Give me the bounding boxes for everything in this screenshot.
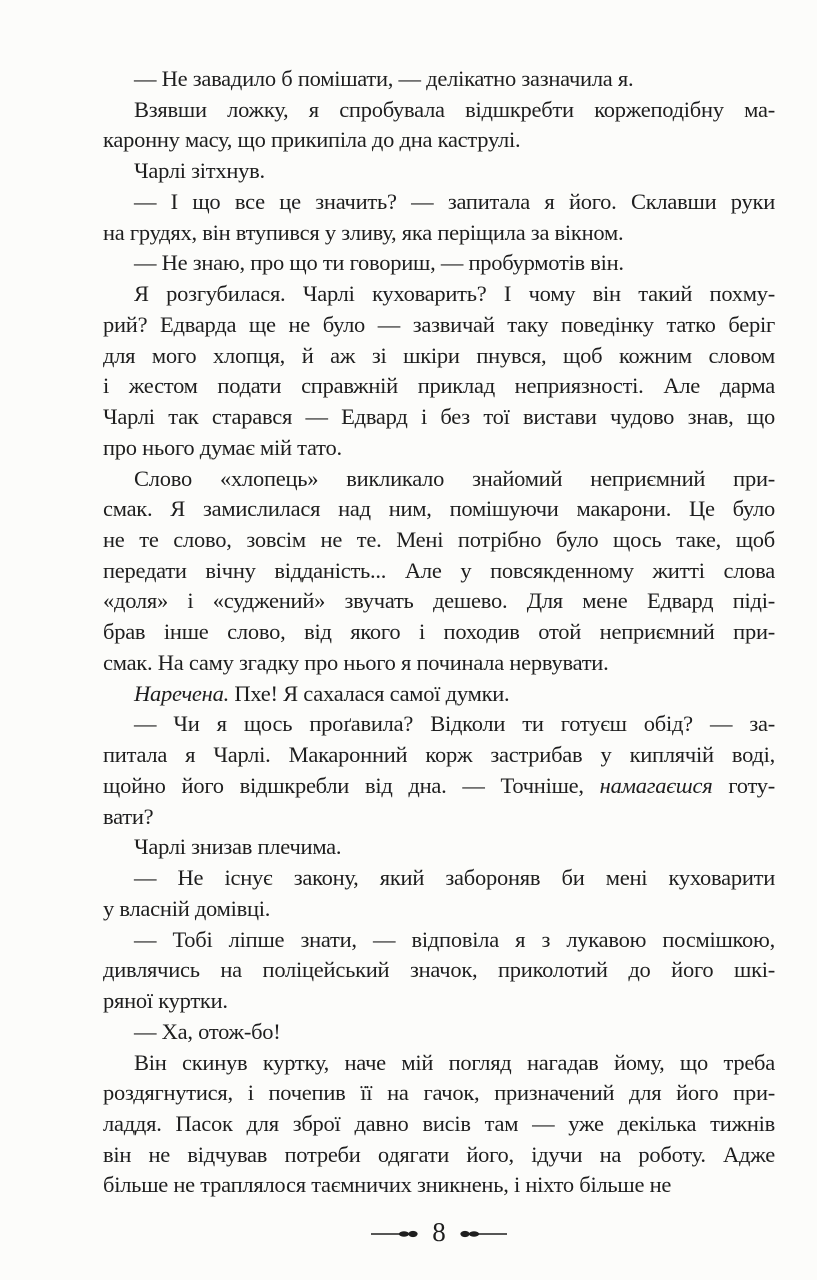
body-text: Чарлі знизав плечима. (134, 834, 342, 860)
body-text: смак. Я замислилася над ним, помішуючи макарони. Це було (103, 496, 775, 522)
body-text: Взявши ложку, я спробувала відшкребти коржеподібну ма- (134, 96, 775, 122)
body-text: він не відчував потреби одягати його, ідучи на роботу. Адже (103, 1141, 775, 1167)
paragraph (103, 187, 775, 248)
body-text: Він скинув куртку, наче мій погляд нагадав йому, що треба (134, 1049, 775, 1075)
body-text: — Тобі ліпше знати, — відповіла я з лукавою посмішкою, (134, 926, 775, 952)
text-line (103, 986, 775, 1017)
body-text: Чарлі так старався — Едвард і без тої вистави чудово знав, що (103, 404, 775, 430)
paragraph (103, 832, 775, 863)
paragraph (103, 1017, 775, 1048)
paragraph (103, 925, 775, 1017)
body-text: Слово «хлопець» викликало знайомий неприємний при- (134, 465, 775, 491)
paragraph (103, 279, 775, 463)
text-line (103, 648, 775, 679)
text-line (103, 310, 775, 341)
body-text: каронну масу, що прикипіла до дна каструлі. (103, 127, 521, 153)
text-line (103, 556, 775, 587)
body-text: про нього думає мій тато. (103, 434, 342, 460)
body-text: для мого хлопця, й аж зі шкіри пнувся, щоб кожним словом (103, 342, 775, 368)
page-footer (103, 1214, 775, 1254)
paragraph (103, 248, 775, 279)
text-line (103, 494, 775, 525)
body-text: і жестом подати справжній приклад неприязності. Але дарма (103, 373, 775, 399)
text-line (103, 617, 775, 648)
text-line (103, 679, 775, 710)
paragraph (103, 679, 775, 710)
text-line (103, 709, 775, 740)
text-line (103, 771, 775, 802)
text-line (103, 1109, 775, 1140)
text-line (103, 279, 775, 310)
text-line (103, 156, 775, 187)
paragraph (103, 1048, 775, 1202)
left-ornament-icon (371, 1228, 419, 1240)
text-line (103, 586, 775, 617)
body-text: «доля» і «суджений» звучать дешево. Для мене Едвард піді- (103, 588, 775, 614)
paragraph (103, 464, 775, 679)
body-text: — Не знаю, про що ти говориш, — пробурмотів він. (134, 250, 624, 276)
text-line (103, 955, 775, 986)
body-text: вати? (103, 803, 154, 829)
text-line (103, 894, 775, 925)
text-line (103, 1170, 775, 1201)
text-line (103, 64, 775, 95)
text-line (103, 371, 775, 402)
text-line (103, 218, 775, 249)
text-line (103, 402, 775, 433)
text-line (103, 740, 775, 771)
page-number: 8 (432, 1217, 446, 1247)
body-text: передати вічну відданість... Але у повсякденному житті слова (103, 557, 775, 583)
text-line (103, 95, 775, 126)
paragraph (103, 64, 775, 95)
body-text: дивлячись на поліцейський значок, приколотий до його шкі- (103, 957, 775, 983)
body-text: Пхе! Я сахалася самої думки. (228, 680, 510, 706)
right-ornament-icon (459, 1228, 507, 1240)
body-text: брав інше слово, від якого і походив отой неприємний при- (103, 619, 775, 645)
body-text: готу- (712, 772, 775, 798)
body-text: рий? Едварда ще не було — зазвичай таку поведінку татко беріг (103, 311, 775, 337)
body-text: — Ха, отож-бо! (134, 1018, 281, 1044)
body-text: ряної куртки. (103, 988, 228, 1014)
body-text: — Чи я щось проґавила? Відколи ти готуєш обід? — за- (134, 711, 775, 737)
text-line (103, 464, 775, 495)
body-text: щойно його відшкребли від дна. — Точніше, (103, 772, 600, 798)
body-text: на грудях, він втупився у зливу, яка періщила за вікном. (103, 219, 624, 245)
text-line (103, 863, 775, 894)
text-line (103, 525, 775, 556)
text-line (103, 187, 775, 218)
text-block (103, 64, 775, 1201)
body-text: у власній домівці. (103, 895, 271, 921)
body-text: Я розгубилася. Чарлі куховарить? І чому він такий похму- (134, 281, 775, 307)
body-text: Чарлі зітхнув. (134, 158, 265, 184)
text-line (103, 832, 775, 863)
text-line (103, 341, 775, 372)
text-line (103, 1017, 775, 1048)
text-line (103, 1078, 775, 1109)
body-text: не те слово, зовсім не те. Мені потрібно було щось таке, щоб (103, 527, 775, 553)
body-text: питала я Чарлі. Макаронний корж застрибав у киплячій воді, (103, 742, 775, 768)
body-text: більше не траплялося таємничих зникнень, і ніхто більше не (103, 1172, 672, 1198)
text-line (103, 433, 775, 464)
body-text: — Не завадило б помішати, — делікатно зазначила я. (134, 66, 634, 91)
italic-text: Наречена. (134, 680, 229, 706)
text-line (103, 248, 775, 279)
body-text: — І що все це значить? — запитала я його. Склавши руки (134, 188, 775, 214)
paragraph (103, 95, 775, 156)
paragraph (103, 863, 775, 924)
paragraph (103, 709, 775, 832)
text-line (103, 802, 775, 833)
text-line (103, 125, 775, 156)
body-text: ладдя. Пасок для зброї давно висів там — уже декілька тижнів (103, 1110, 775, 1136)
body-text: — Не існує закону, який забороняв би мені куховарити (134, 865, 775, 891)
text-line (103, 1048, 775, 1079)
paragraph (103, 156, 775, 187)
italic-text: намагаєшся (599, 772, 713, 798)
text-line (103, 925, 775, 956)
text-line (103, 1140, 775, 1171)
body-text: роздягнутися, і почепив її на гачок, призначений для його при- (103, 1080, 775, 1106)
body-text: смак. На саму згадку про нього я починала нервувати. (103, 649, 609, 675)
